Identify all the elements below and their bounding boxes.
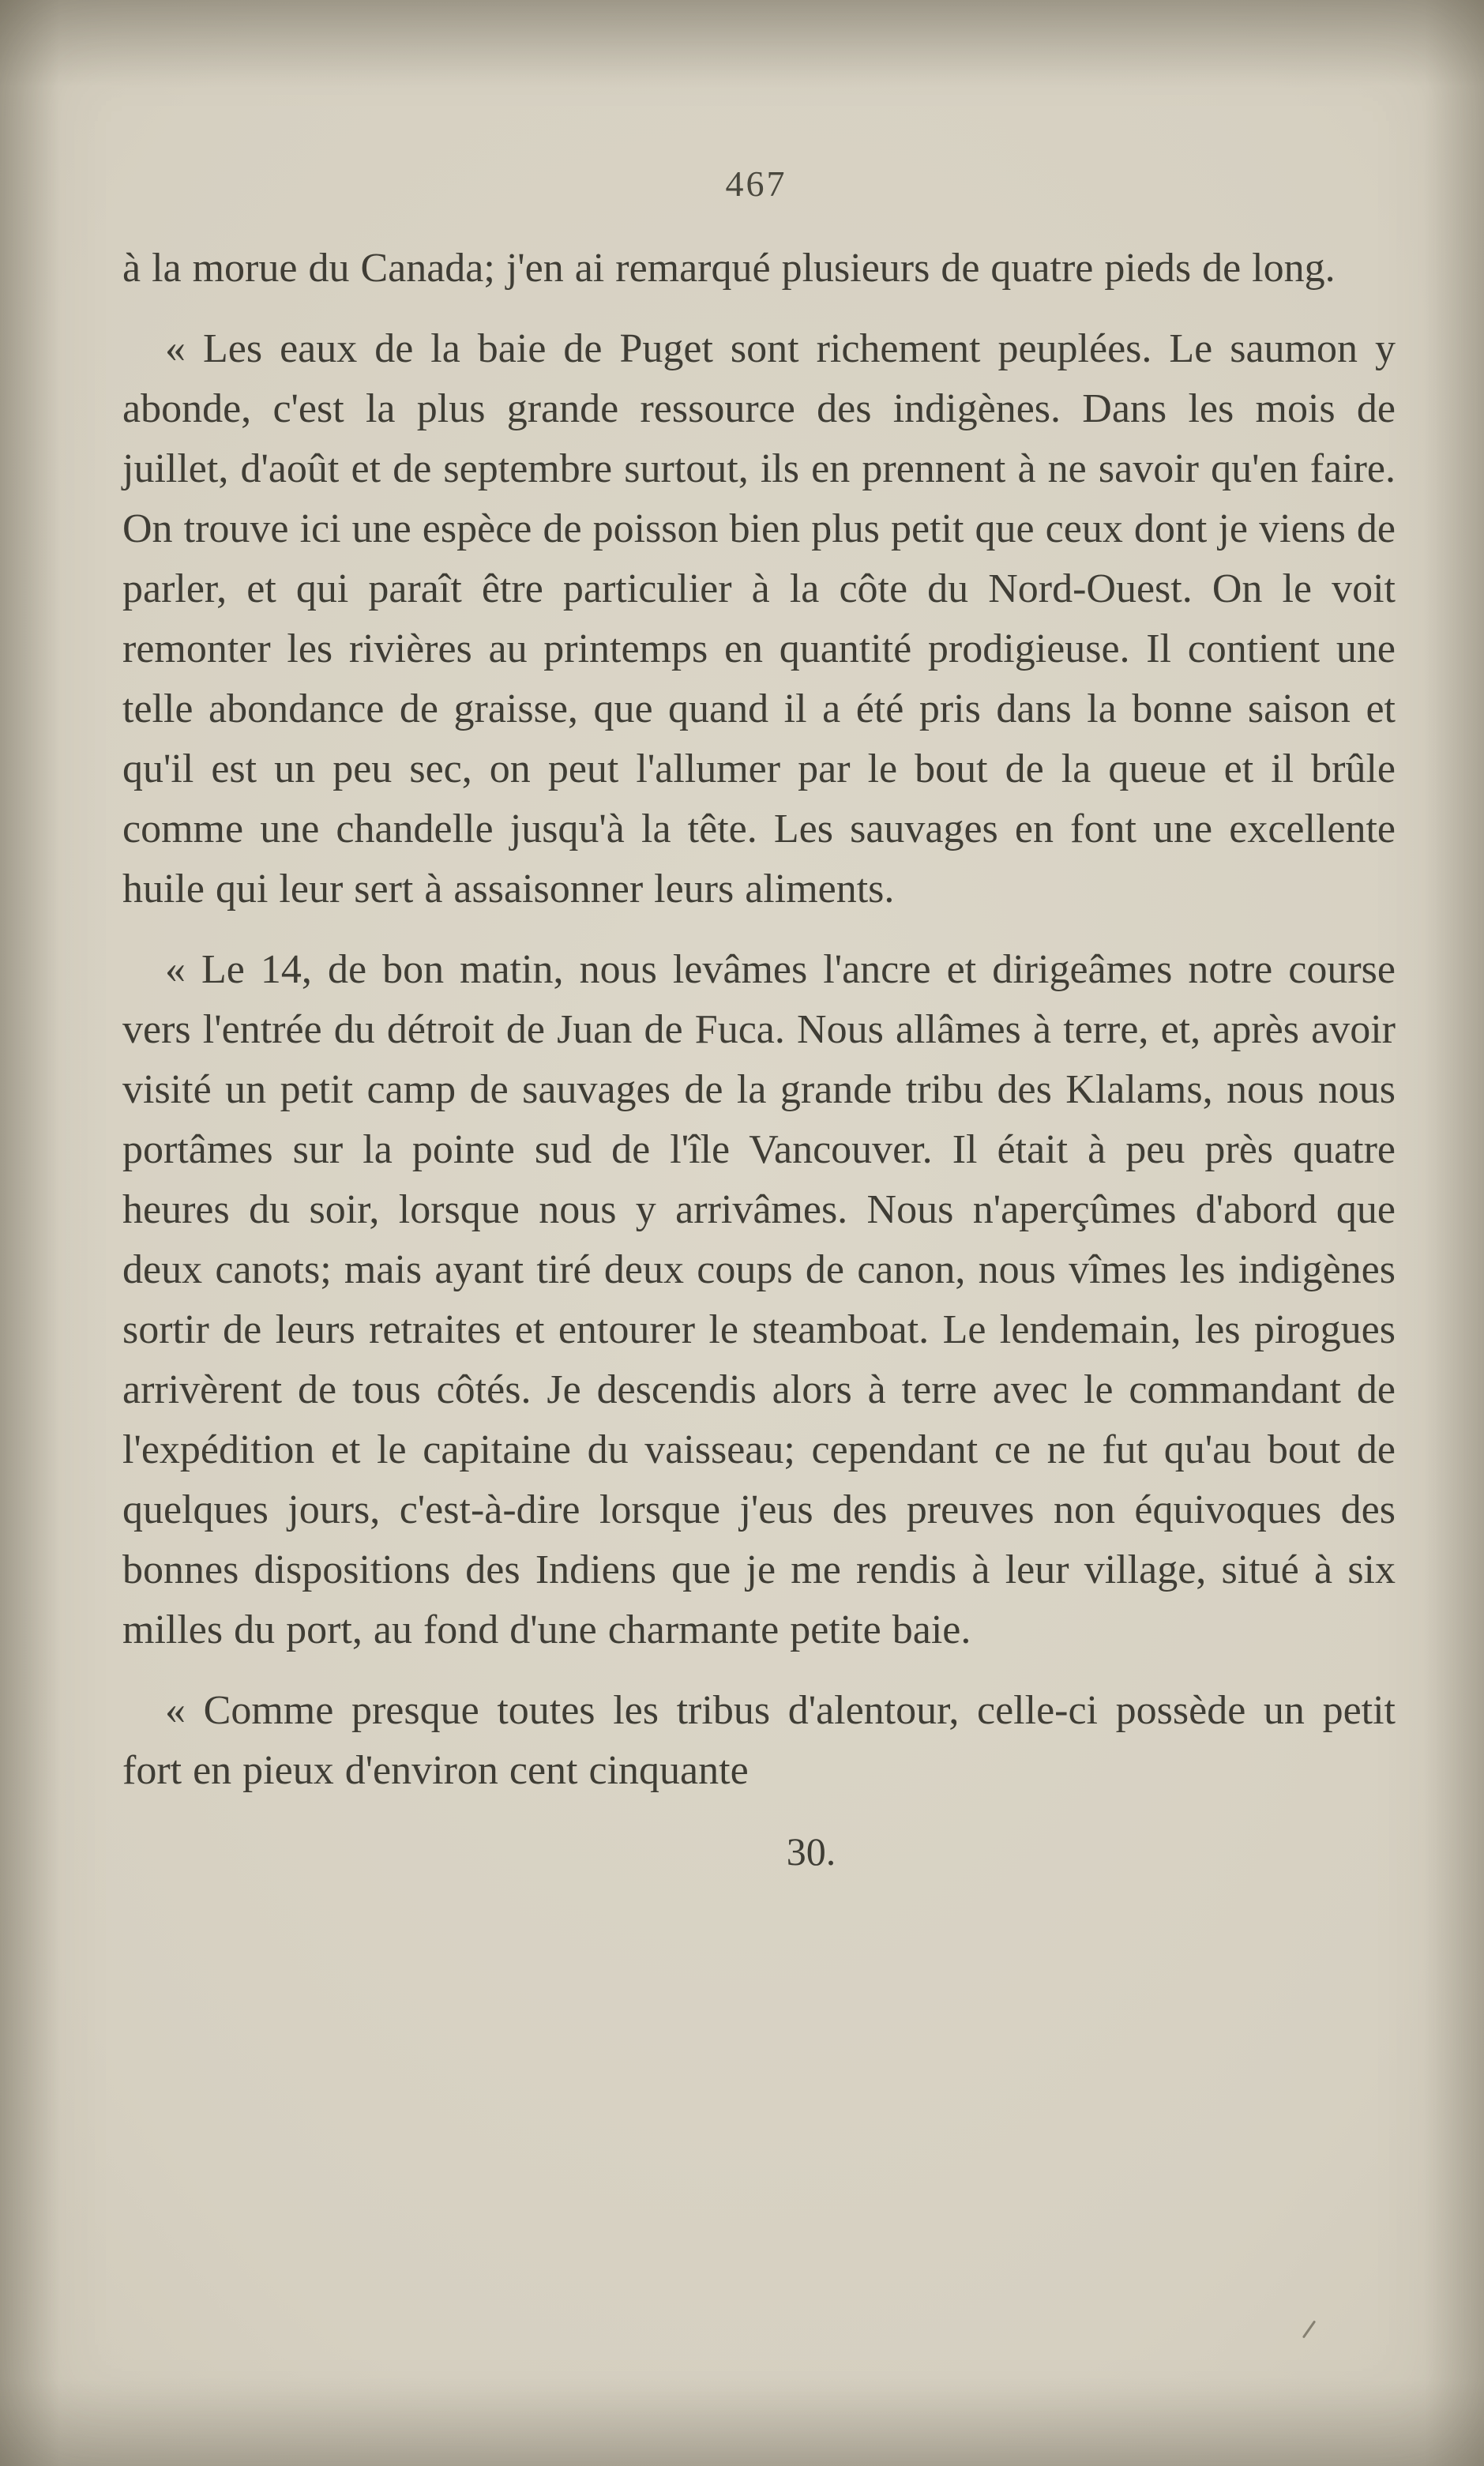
- paragraph: « Le 14, de bon matin, nous levâmes l'ancre et dirigeâmes notre course vers l'entrée du détroit de Juan de Fuca. Nous allâmes à terre, et, après avoir visité un petit camp de sauvages de la grande tribu des Klalams, nous nous portâmes sur la pointe sud de l'île Vancouver. Il était à peu près quatre heures du soir, lorsque nous y arrivâmes. Nous n'aperçûmes d'abord que deux canots; mais ayant tiré deux coups de canon, nous vîmes les indigènes sortir de leurs retraites et entourer le steamboat. Le lendemain, les pirogues arrivèrent de tous côtés. Je descendis alors à terre avec le commandant de l'expédition et le capitaine du vaisseau; cependant ce ne fut qu'au bout de quelques jours, c'est-à-dire lorsque j'eus des preuves non équivoques des bonnes dispositions des Indiens que je me rendis à leur village, situé à six milles du port, au fond d'une charmante petite baie.: [122, 947, 1396, 1652]
- paragraph: « Comme presque toutes les tribus d'alentour, celle-ci possède un petit fort en pieux d'environ cent cinquante: [122, 1688, 1396, 1793]
- page-number: 467: [725, 164, 787, 204]
- paragraph-continuation: à la morue du Canada; j'en ai remarqué plusieurs de quatre pieds de long.: [122, 246, 1336, 291]
- text-block: [122, 239, 1396, 1881]
- signature-mark: 30.: [786, 1829, 836, 1874]
- scan-artifact: [1302, 2320, 1316, 2338]
- paragraph: « Les eaux de la baie de Puget sont richement peuplées. Le saumon y abonde, c'est la plus grande ressource des indigènes. Dans les mois de juillet, d'août et de septembre surtout, ils en prennent à ne savoir qu'en faire. On trouve ici une espèce de poisson bien plus petit que ceux dont je viens de parler, et qui paraît être particulier à la côte du Nord-Ouest. On le voit remonter les rivières au printemps en quantité prodigieuse. Il contient une telle abondance de graisse, que quand il a été pris dans la bonne saison et qu'il est un peu sec, on peut l'allumer par le bout de la queue et il brûle comme une chandelle jusqu'à la tête. Les sauvages en font une excellente huile qui leur sert à assaisonner leurs aliments.: [122, 326, 1396, 912]
